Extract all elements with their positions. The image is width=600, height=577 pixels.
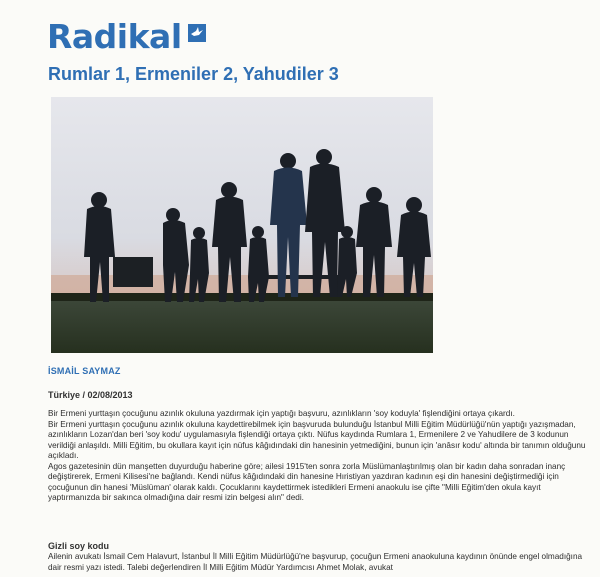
section-subhead: Gizli soy kodu [48,541,110,551]
article-body-continued [48,552,588,573]
logo[interactable]: Radikal [47,17,182,56]
paragraph: Ailenin avukatı İsmail Cem Halavurt, İstanbul İl Milli Eğitim Müdürlüğü'ne başvurup, çocuğun Ermeni anaokuluna kaydının önünde engel olmadığına dair resmi yazı istedi. Talebi değerlendiren İl Milli Eğitim Müdür Yardımcısı Ahmet Molak, avukat [48,552,583,572]
paragraph: Bir Ermeni yurttaşın çocuğunu azınlık okuluna kaydettirebilmek için başvuruda bulunduğu İstanbul Milli Eğitim Müdürlüğü'nün yaptığı yazışmadan, azınlıkların Lozan'dan beri 'soy kodu' uygulamasıyla fişlendiği ortaya çıktı. Nüfus kaydında Rumlara 1, Ermenilere 2 ve Yahudilere de 3 kodunun verildiği anlaşıldı. Milli Eğitim, bu okullara kayıt için nüfus kâğıdındaki din hanesinin yetmediğini, bunun için 'anâsır kodu' altında bir tanımın olduğunu açıkladı. [48,419,586,460]
article-author[interactable]: İSMAİL SAYMAZ [48,366,121,376]
paragraph: Agos gazetesinin dün manşetten duyurduğu haberine göre; ailesi 1915'ten sonra zorla Müslümanlaştırılmış olan bir kadın daha sonradan inanç değiştirerek, Ermeni Kilisesi'ne bağlandı. Kendi nüfus kâğıdındaki din hanesine Hıristiyan yazdıran kadının eşi din hanesini değiştirmediği için çocuğunun din hanesi 'Müslüman' olarak kaldı. Çocuklarını kaydettirmek istedikleri Ermeni anaokulu ise çifte "Milli Eğitim'den okula kayıt yaptırmanızda bir sakınca olmadığına dair resmi izin belgesi alın" dedi. [48,461,566,502]
bird-icon [188,24,206,42]
article-headline: Rumlar 1, Ermeniler 2, Yahudiler 3 [48,64,339,84]
article-body [48,409,588,504]
article-photo [51,97,433,353]
article-dateline: Türkiye / 02/08/2013 [48,390,133,400]
paragraph: Bir Ermeni yurttaşın çocuğunu azınlık okuluna yazdırmak için yaptığı başvuru, azınlıkların 'soy koduyla' fişlendiğini ortaya çıkardı. [48,409,515,418]
